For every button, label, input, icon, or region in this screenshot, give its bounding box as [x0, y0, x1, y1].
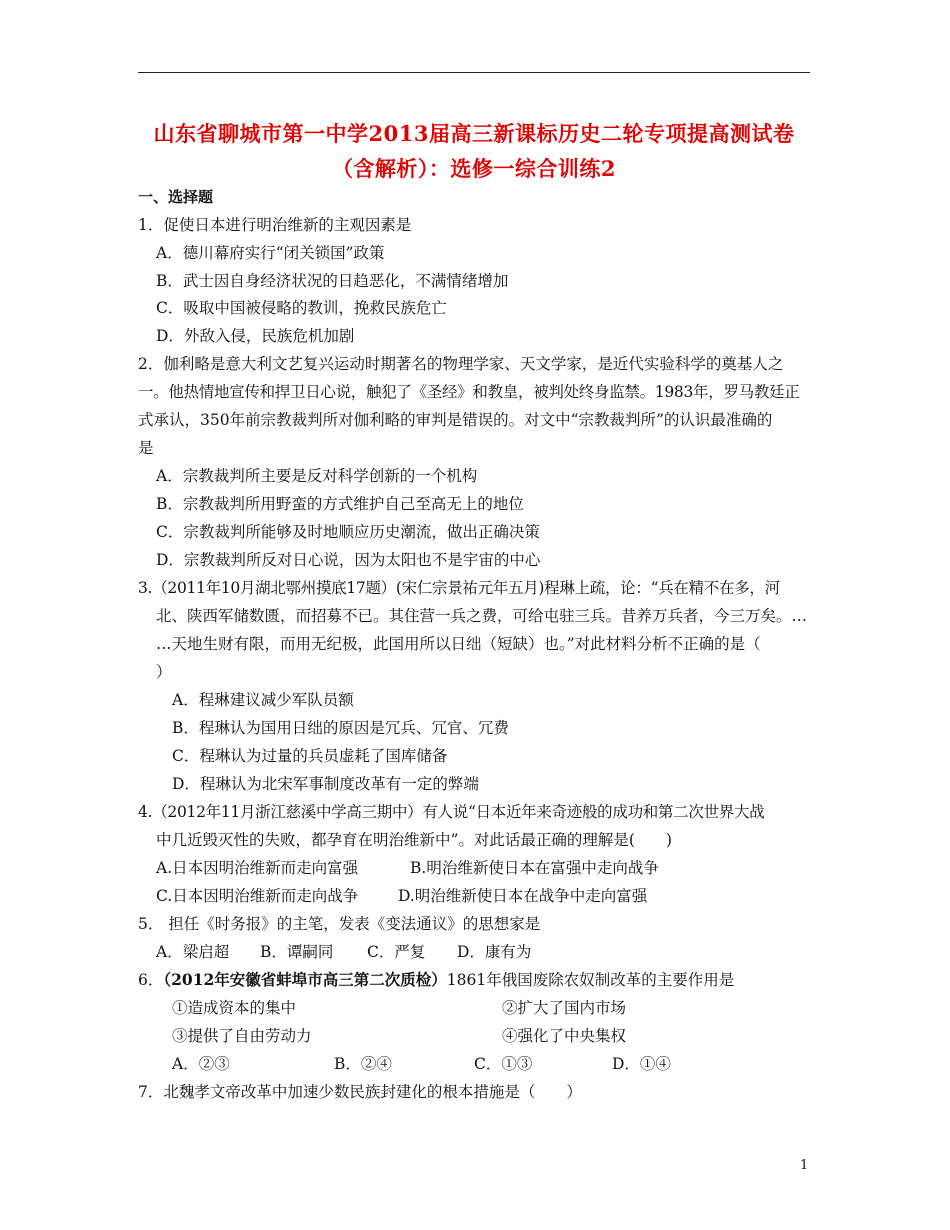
question-4-line: 4.（2012年11月浙江慈溪中学高三期中）有人说“日本近年来奇迹般的成功和第二次世界大战: [138, 803, 765, 821]
question-7-stem: 7．北魏孝文帝改革中加速少数民族封建化的根本措施是（ ）: [138, 1083, 582, 1101]
question-2-option-c: C．宗教裁判所能够及时地顺应历史潮流，做出正确决策: [156, 523, 540, 541]
question-6-item-4: ④强化了中央集权: [502, 1027, 627, 1045]
section-heading: 一、选择题: [138, 188, 214, 206]
question-6-item-2: ②扩大了国内市场: [502, 999, 627, 1017]
question-4-option-c: C.日本因明治维新而走向战争: [156, 887, 359, 905]
question-4-line: 中几近毁灭性的失败，都孕育在明治维新中”。对此话最正确的理解是( ): [156, 831, 673, 849]
question-2-option-d: D．宗教裁判所反对日心说，因为太阳也不是宇宙的中心: [156, 551, 541, 569]
question-3-option-c: C．程琳认为过量的兵员虚耗了国库储备: [172, 747, 448, 765]
question-6-item-1: ①造成资本的集中: [172, 999, 297, 1017]
question-4-option-a: A.日本因明治维新而走向富强: [156, 859, 359, 877]
question-3-option-d: D．程琳认为北宋军事制度改革有一定的弊端: [172, 775, 479, 793]
question-5-option-d: D．康有为: [457, 943, 532, 961]
question-6-source: （2012年安徽省蚌埠市高三第二次质检）: [163, 970, 447, 989]
question-2-line: 式承认，350年前宗教裁判所对伽利略的审判是错误的。对文中“宗教裁判所”的认识最准确的: [138, 411, 773, 429]
question-4-option-d: D.明治维新使日本在战争中走向富强: [398, 887, 648, 905]
question-2-option-a: A．宗教裁判所主要是反对科学创新的一个机构: [156, 467, 478, 485]
question-1-option-b: B．武士因自身经济状况的日趋恶化，不满情绪增加: [156, 272, 509, 290]
question-2-line: 2．伽利略是意大利文艺复兴运动时期著名的物理学家、天文学家，是近代实验科学的奠基人之: [138, 355, 784, 373]
question-1-stem: 1．促使日本进行明治维新的主观因素是: [138, 216, 412, 234]
question-6-option-b: B．②④: [334, 1055, 392, 1073]
question-5-stem: 5． 担任《时务报》的主笔，发表《变法通议》的思想家是: [138, 915, 541, 933]
question-6-text: 1861年俄国废除农奴制改革的主要作用是: [446, 971, 735, 989]
question-3-option-b: B．程琳认为国用日绌的原因是冗兵、冗官、冗费: [172, 719, 509, 737]
question-5-option-b: B．谭嗣同: [260, 943, 334, 961]
document-title-line2: （含解析）：选修一综合训练2: [331, 156, 617, 181]
question-6-item-3: ③提供了自由劳动力: [172, 1027, 312, 1045]
question-3-line: …天地生财有限，而用无纪极，此国用所以日绌（短缺）也。”对此材料分析不正确的是（: [156, 635, 761, 653]
document-title-line1: 山东省聊城市第一中学2013届高三新课标历史二轮专项提高测试卷: [153, 121, 795, 146]
question-3-line: 3.（2011年10月湖北鄂州摸底17题）(宋仁宗景祐元年五月)程琳上疏，论：“兵在精不在多，河: [138, 579, 780, 597]
question-5-option-a: A．梁启超: [156, 943, 230, 961]
question-3-option-a: A．程琳建议减少军队员额: [172, 691, 354, 709]
question-2-line: 一。他热情地宣传和捍卫日心说，触犯了《圣经》和教皇，被判处终身监禁。1983年，罗马教廷正: [138, 383, 800, 401]
question-1-option-c: C．吸取中国被侵略的教训，挽救民族危亡: [156, 299, 447, 317]
question-1-option-a: A．德川幕府实行“闭关锁国”政策: [156, 244, 385, 262]
header-rule: [138, 72, 810, 73]
question-6-option-d: D．①④: [612, 1055, 671, 1073]
question-3-line: ）: [156, 663, 172, 681]
question-3-line: 北、陕西军储数匮，而招募不已。其住营一兵之费，可给屯驻三兵。昔养万兵者，今三万矣。…: [156, 607, 808, 625]
question-6-option-a: A．②③: [172, 1055, 230, 1073]
question-5-option-c: C．严复: [367, 943, 426, 961]
question-6-option-c: C．①③: [474, 1055, 533, 1073]
question-2-option-b: B．宗教裁判所用野蛮的方式维护自己至高无上的地位: [156, 495, 524, 513]
question-2-line: 是: [138, 439, 154, 457]
question-1-option-d: D．外敌入侵，民族危机加剧: [156, 327, 355, 345]
question-4-option-b: B.明治维新使日本在富强中走向战争: [410, 859, 659, 877]
page-number: 1: [800, 1158, 809, 1173]
question-6-stem: [138, 969, 734, 991]
question-6-number: 6．: [138, 971, 164, 989]
